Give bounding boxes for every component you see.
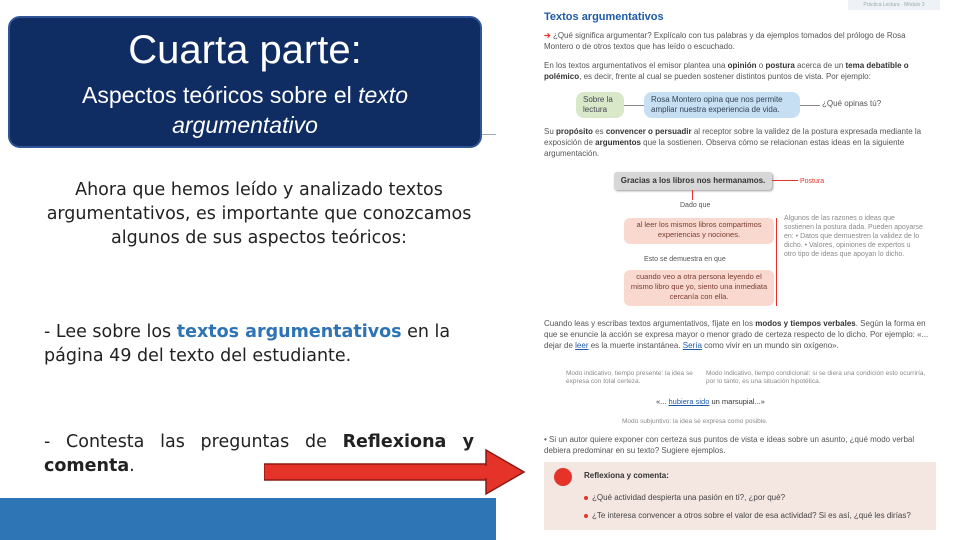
annotation-subjunctive: Modo subjuntivo: la idea se expresa como posible. <box>622 418 768 425</box>
intro-paragraph: Ahora que hemos leído y analizado textos argumentativos, es importante que conozcamos algunos de sus aspectos teóricos: <box>46 180 472 248</box>
arrow-bullet-icon: ➔ <box>544 31 553 40</box>
subtitle-plain: Aspectos teóricos sobre el <box>81 82 359 108</box>
bullet2-suffix: . <box>129 456 135 476</box>
reflexiona-question-1: ¿Qué actividad despierta una pasión en ti?, ¿por qué? <box>584 492 785 503</box>
connector-line <box>624 105 644 106</box>
reflexiona-title: Reflexiona y comenta: <box>584 471 669 480</box>
bracket-line <box>776 218 777 306</box>
title-divider <box>482 134 496 135</box>
page-paragraph-1: En los textos argumentativos el emisor plantea una opinión o postura acerca de un tema debatible o polémico, es decir, frente al cual se pueden sostener distintos puntos de vista. Por ejemplo: <box>544 61 909 81</box>
slide-title-box <box>8 16 482 148</box>
connector-line <box>800 105 820 106</box>
page-header-tab: Práctica Lectura · Módulo 3 <box>848 0 940 10</box>
question-label: ¿Qué opinas tú? <box>822 99 882 108</box>
page-paragraph-3: Cuando leas y escribas textos argumentativos, fíjate en los modos y tiempos verbales. Según la forma en que se enuncie la acción se expresa mayor o menor grado de certeza respecto de lo dicho. Por ejemplo: «... dejar de leer es la muerte instantánea. Sería como vivir en un mundo sin oxígeno». <box>544 319 929 350</box>
annotation-indicative-conditional: Modo indicativo, tiempo condicional: si se diera una condición esto ocurriría, por lo tanto, es una situación hipotética. <box>706 370 926 385</box>
example-subjunctive: «... hubiera sido un marsupial...» <box>656 397 765 406</box>
bullet-dot-icon <box>584 496 588 500</box>
side-note: Algunos de las razones o ideas que sostienen la postura dada. Pueden apoyarse en: • Datos que demuestren la validez de lo dicho. • Valores, opiniones de expertos u otro tipo de ideas que apoyan lo dicho. <box>784 215 923 258</box>
postura-label: Postura <box>800 178 825 185</box>
argument-box-2: cuando veo a otra persona leyendo el mismo libro que yo, siento una inmediata cercanía con ella. <box>624 270 774 306</box>
dado-que-label: Dado que <box>680 202 711 209</box>
bullet1-suffix: en la página 49 del texto del estudiante. <box>44 322 451 366</box>
instruction-read <box>44 320 474 368</box>
reflexiona-question-2: ¿Te interesa convencer a otros sobre el valor de esa actividad? Si es así, ¿qué les dirías? <box>584 510 911 521</box>
bullet1-prefix: - Lee sobre los <box>44 322 177 342</box>
page-title: Textos argumentativos <box>544 11 664 23</box>
page-question <box>544 30 936 52</box>
reflexiona-box <box>544 462 936 530</box>
subtitle-italic: texto argumentativo <box>172 82 408 138</box>
postura-connector <box>772 180 798 181</box>
slide-title: Cuarta parte: <box>128 28 362 72</box>
argument-box-1: al leer los mismos libros compartimos experiencias y nociones. <box>624 218 774 244</box>
opinion-pill: Rosa Montero opina que nos permite ampliar nuestra experiencia de vida. <box>644 92 800 118</box>
thesis-box: Gracias a los libros nos hermanamos. <box>614 172 772 190</box>
textbook-page-image <box>532 0 940 540</box>
topic-pill: Sobre la lectura <box>576 92 624 118</box>
vertical-connector <box>692 190 693 200</box>
demuestra-label: Esto se demuestra en que <box>644 256 726 263</box>
bullet1-highlight: textos argumentativos <box>176 322 402 342</box>
page-paragraph-2: Su propósito es convencer o persuadir al receptor sobre la validez de la postura expresada mediante la exposición de argumentos que la sostienen. Observa cómo se relacionan estas ideas en la siguiente argumentación. <box>544 127 922 158</box>
page-question-text: ¿Qué significa argumentar? Explícalo con tus palabras y da ejemplos tomados del prólogo de Rosa Montero o de otros textos que has leído o escuchado. <box>544 31 906 51</box>
bullet2-bold: Reflexiona y comenta <box>44 432 475 476</box>
slide-subtitle <box>10 80 480 140</box>
annotation-indicative-present: Modo indicativo, tiempo presente: la idea se expresa con total certeza. <box>566 370 693 385</box>
compass-icon <box>554 468 572 486</box>
bullet-dot-icon <box>584 514 588 518</box>
bottom-accent-bar <box>0 498 496 540</box>
page-paragraph-4: • Si un autor quiere exponer con certeza sus puntos de vista e ideas sobre un asunto, ¿qué modo verbal debiera predominar en su texto? Sugiere ejemplos. <box>544 435 915 455</box>
bullet2-prefix: - Contesta las preguntas de <box>44 432 343 452</box>
right-arrow-icon <box>264 448 526 496</box>
